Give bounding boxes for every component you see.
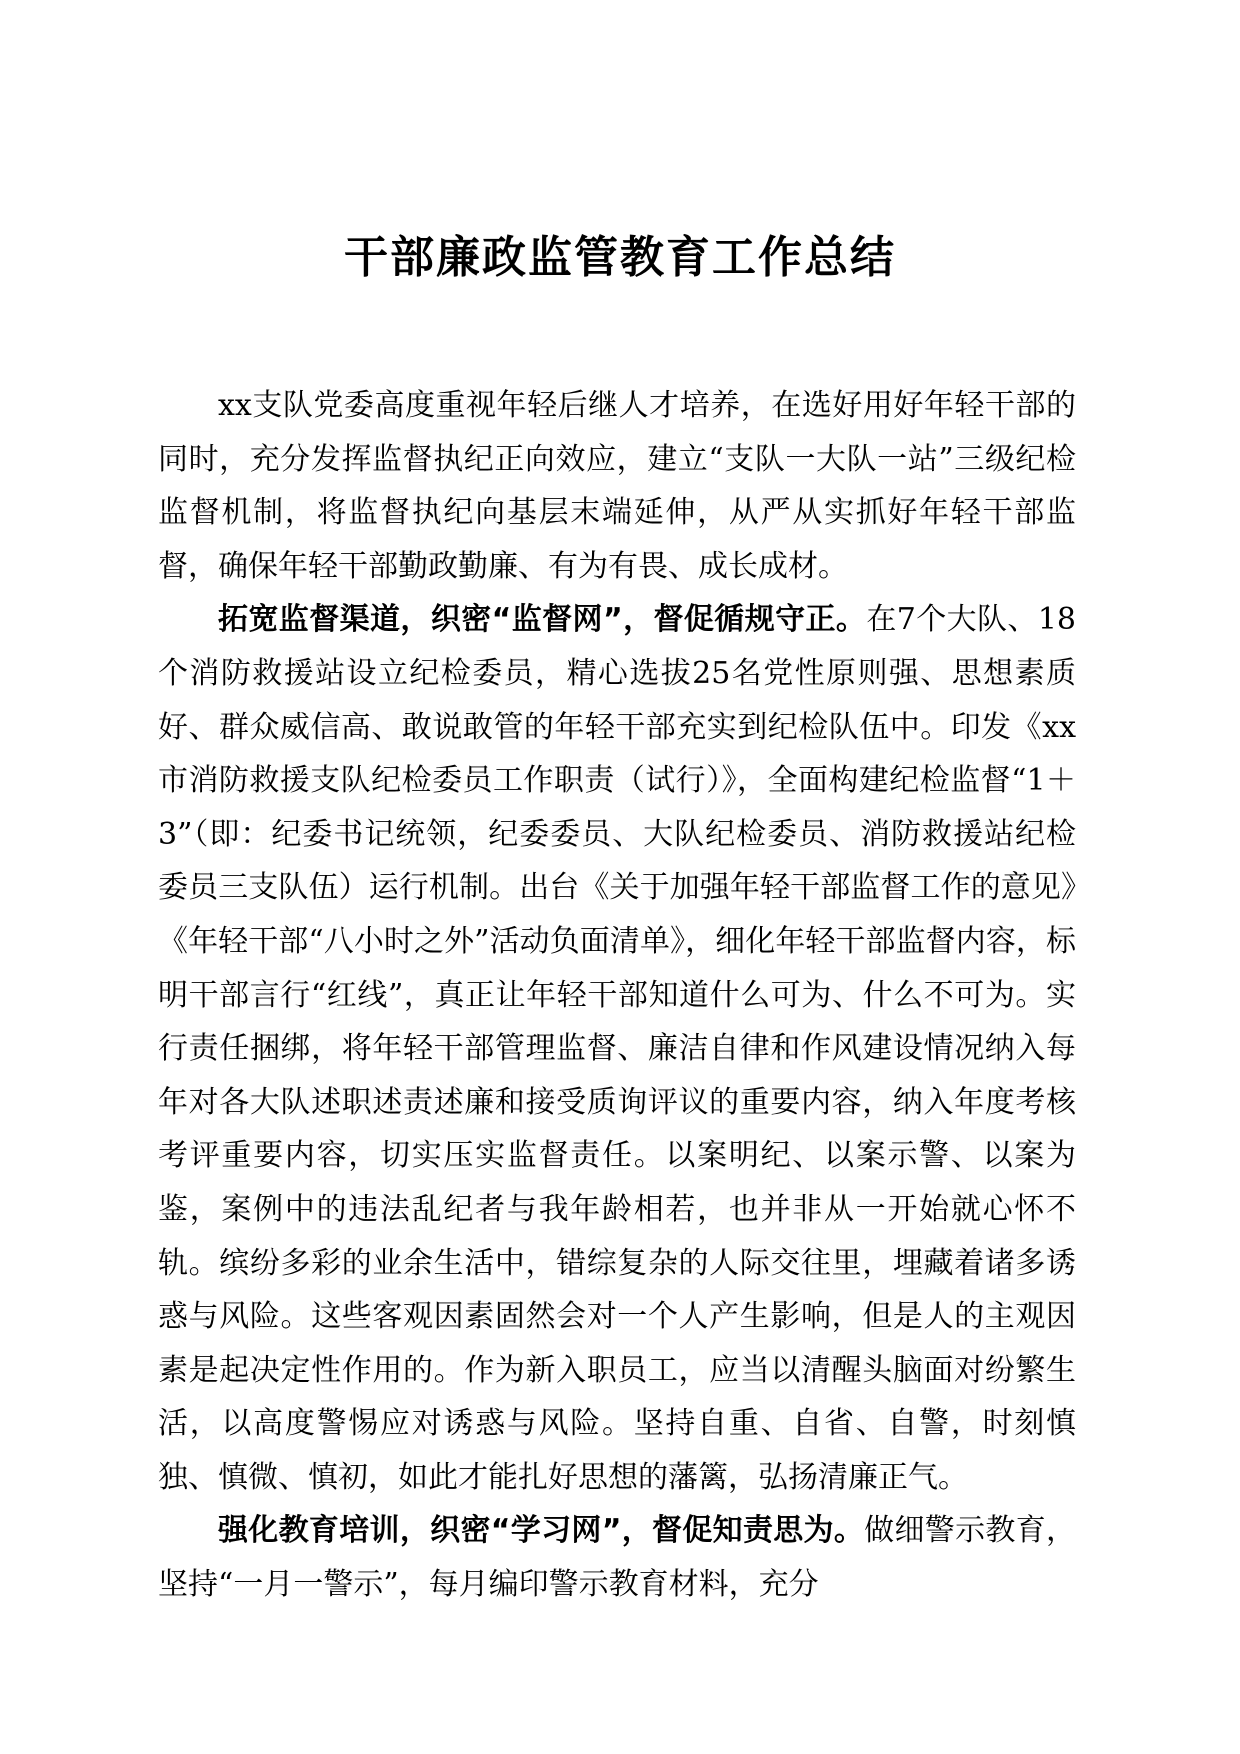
document-body xyxy=(158,379,1076,1612)
document-title: 干部廉政监管教育工作总结 xyxy=(344,232,896,283)
paragraph-lead: 强化教育培训，织密“学习网”，督促知责思为。 xyxy=(218,1513,865,1549)
paragraph-lead: 拓宽监督渠道，织密“监督网”，督促循规守正。 xyxy=(218,602,867,638)
paragraph-text: xx支队党委高度重视年轻后继人才培养，在选好用好年轻干部的同时，充分发挥监督执纪正向效应，建立“支队一大队一站”三级纪检监督机制，将监督执纪向基层末端延伸，从严从实抓好年轻干部监督，确保年轻干部勤政勤廉、有为有畏、成长成材。 xyxy=(158,388,1076,584)
paragraph-supervision-channels xyxy=(158,593,1076,1504)
paragraph-education-training xyxy=(158,1504,1076,1611)
paragraph-text: 在7个大队、18个消防救援站设立纪检委员，精心选拔25名党性原则强、思想素质好、群众威信高、敢说敢管的年轻干部充实到纪检队伍中。印发《xx市消防救援支队纪检委员工作职责（试行）》，全面构建纪检监督“1＋3”（即：纪委书记统领，纪委委员、大队纪检委员、消防救援站纪检委员三支队伍）运行机制。出台《关于加强年轻干部监督工作的意见》《年轻干部“八小时之外”活动负面清单》，细化年轻干部监督内容，标明干部言行“红线”，真正让年轻干部知道什么可为、什么不可为。实行责任捆绑，将年轻干部管理监督、廉洁自律和作风建设情况纳入每年对各大队述职述责述廉和接受质询评议的重要内容，纳入年度考核考评重要内容，切实压实监督责任。以案明纪、以案示警、以案为鉴，案例中的违法乱纪者与我年龄相若，也并非从一开始就心怀不轨。缤纷多彩的业余生活中，错综复杂的人际交往里，埋藏着诸多诱惑与风险。这些客观因素固然会对一个人产生影响，但是人的主观因素是起决定性作用的。作为新入职员工，应当以清醒头脑面对纷繁生活，以高度警惕应对诱惑与风险。坚持自重、自省、自警，时刻慎独、慎微、慎初，如此才能扎好思想的藩篱，弘扬清廉正气。 xyxy=(158,602,1076,1495)
paragraph-intro xyxy=(158,379,1076,593)
paragraph-text: 做细警示教育，坚持“一月一警示”，每月编印警示教育材料，充分 xyxy=(158,1513,1077,1603)
